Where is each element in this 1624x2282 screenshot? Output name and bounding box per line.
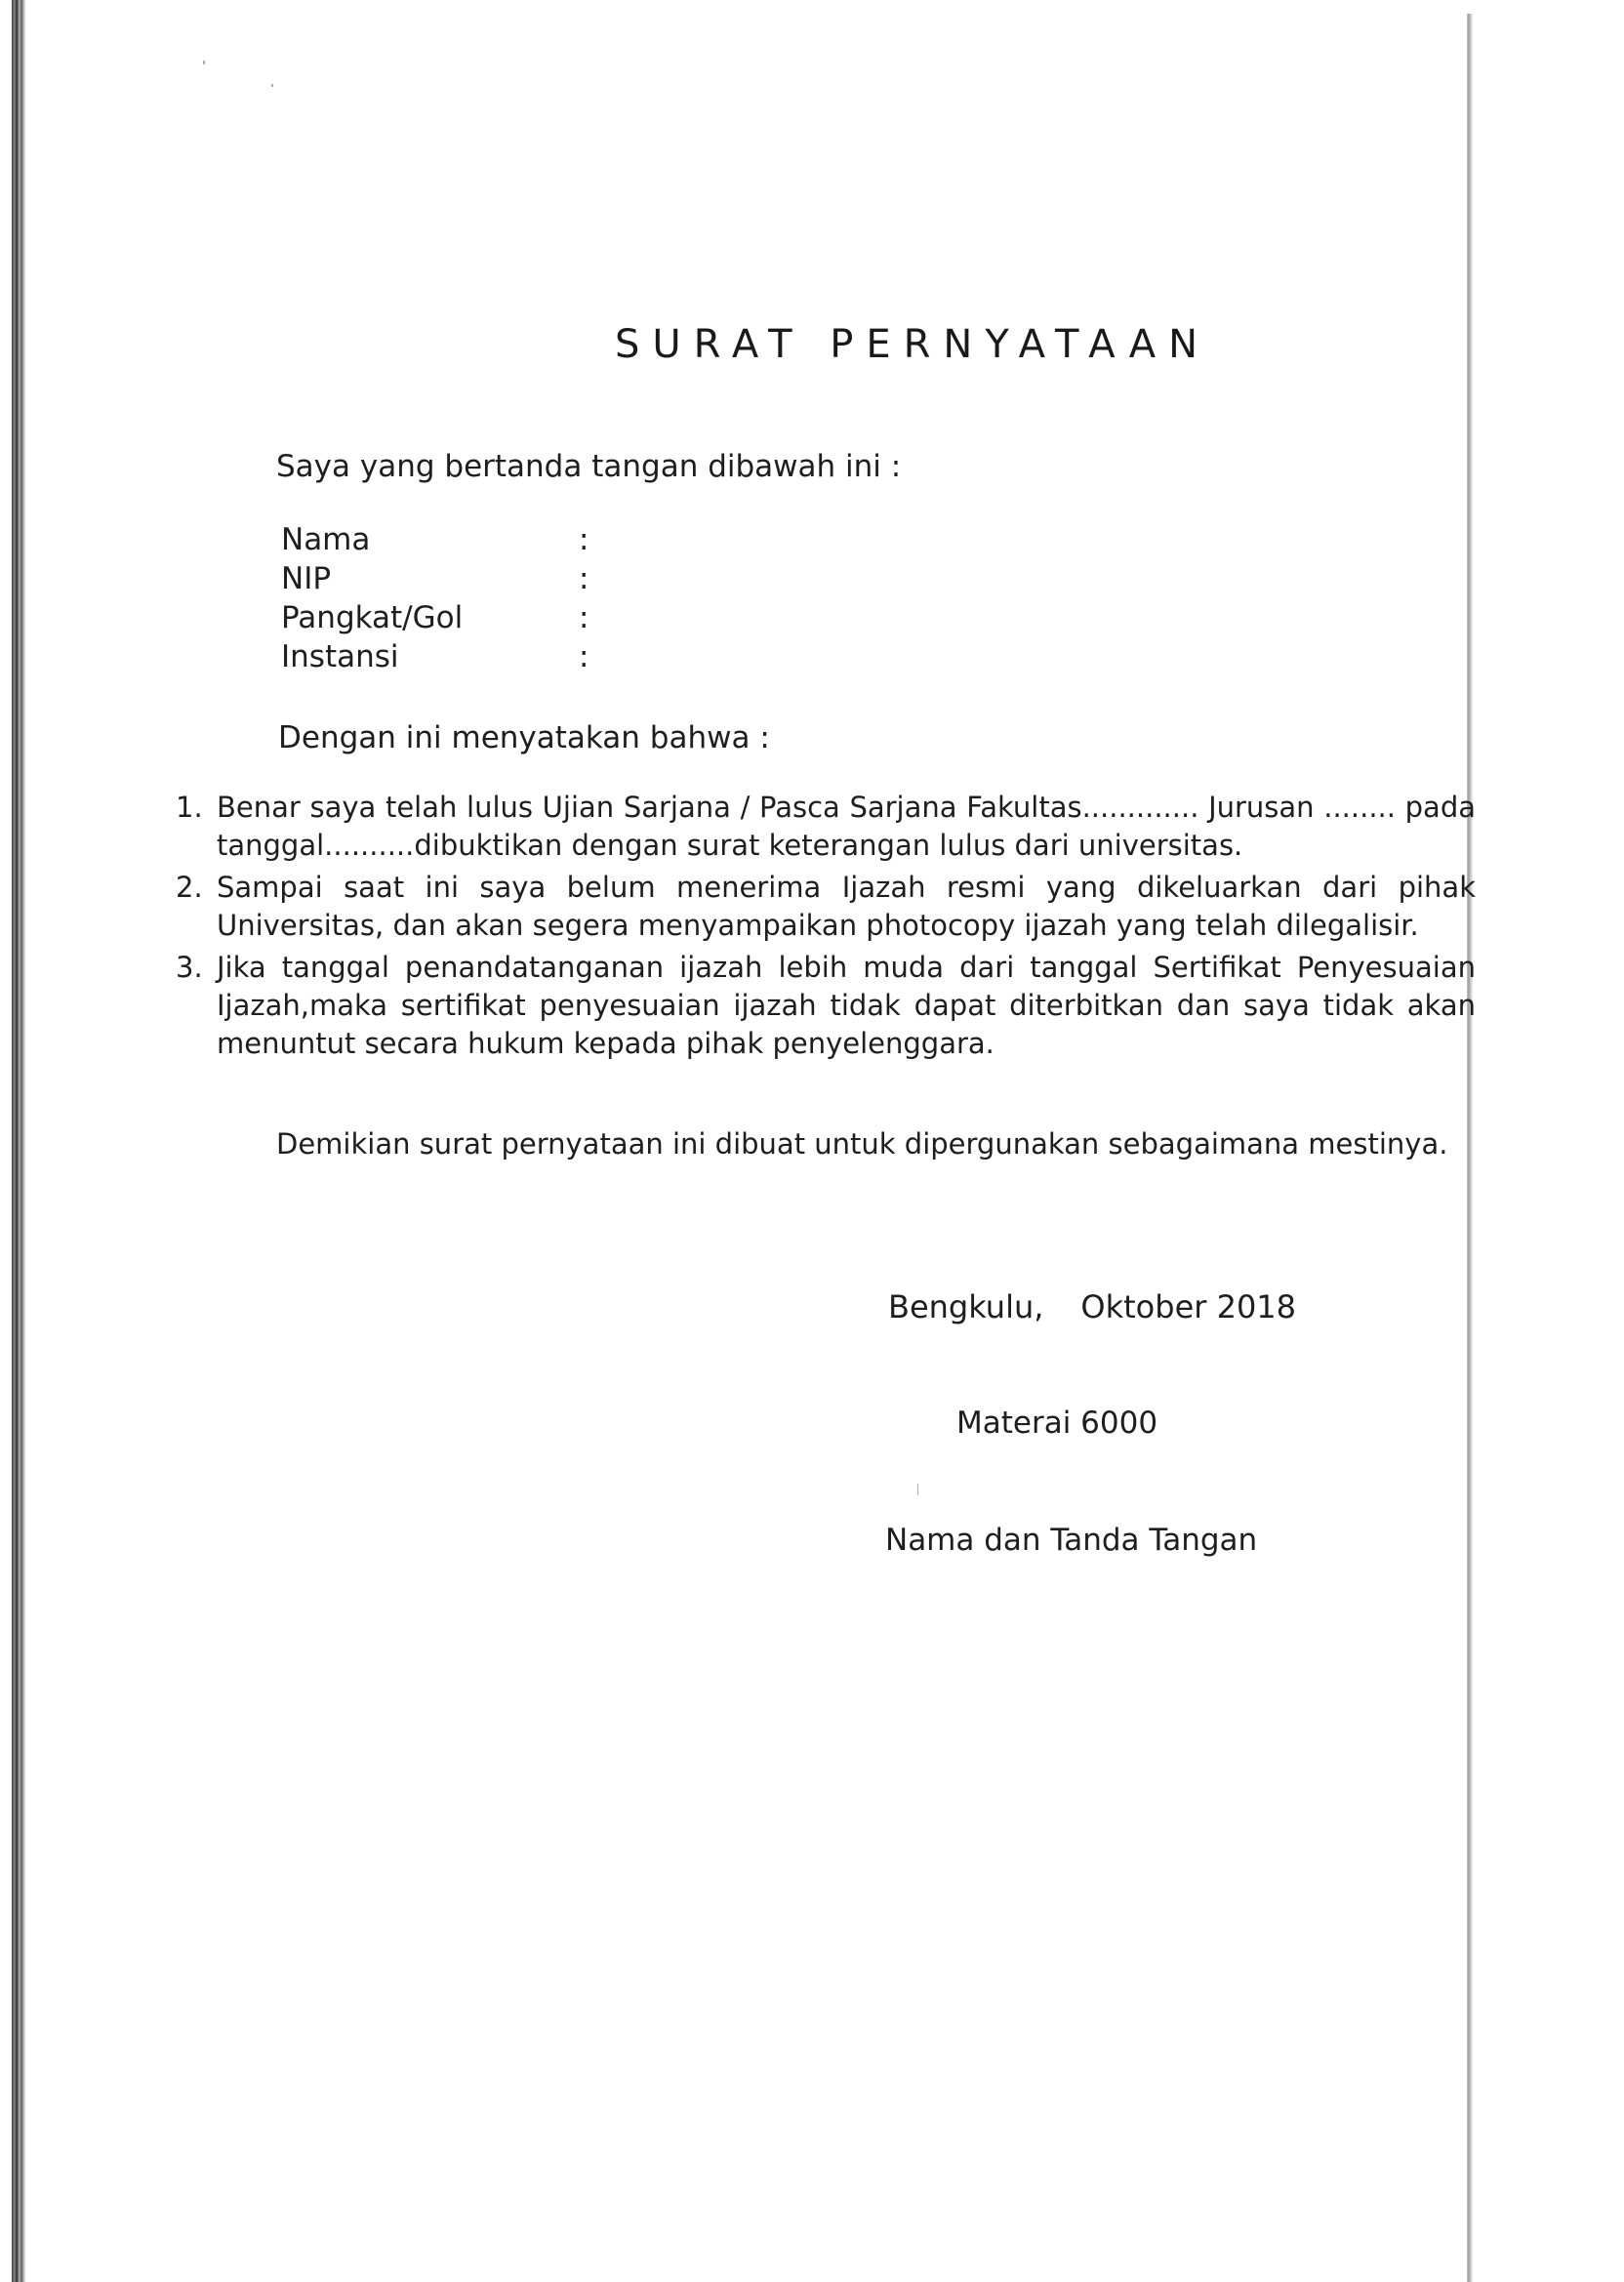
identity-fields — [281, 520, 598, 676]
statement-item — [176, 869, 1493, 945]
field-label: NIP — [281, 561, 332, 596]
item-number: 2. — [176, 871, 203, 904]
item-text: Benar saya telah lulus Ujian Sarjana / Pasca Sarjana Fakultas............. Jurusan ........ pada tanggal..........dibuktikan dengan surat keterangan lulus dari universitas. — [217, 791, 1476, 862]
scan-speck — [271, 84, 273, 87]
item-number: 1. — [176, 791, 203, 824]
statement-item — [176, 789, 1493, 865]
field-row-name — [281, 520, 598, 559]
statement-lead: Dengan ini menyatakan bahwa : — [278, 720, 770, 755]
scan-speck — [203, 61, 205, 64]
statement-item — [176, 949, 1493, 1063]
scan-edge-left — [12, 0, 25, 2282]
item-number: 3. — [176, 951, 203, 984]
stamp-note: Materai 6000 — [956, 1406, 1158, 1441]
field-colon: : — [579, 600, 589, 635]
field-colon: : — [579, 522, 589, 557]
closing-text: Demikian surat pernyataan ini dibuat untuk dipergunakan sebagaimana mestinya. — [276, 1127, 1448, 1161]
place-date — [888, 1288, 1296, 1325]
signature-note: Nama dan Tanda Tangan — [885, 1523, 1258, 1558]
field-colon: : — [579, 561, 589, 596]
field-row-nip — [281, 559, 598, 598]
field-label: Instansi — [281, 639, 399, 674]
statement-list — [176, 789, 1493, 1067]
item-text: Sampai saat ini saya belum menerima Ijazah resmi yang dikeluarkan dari pihak Universitas, dan akan segera menyampaikan photocopy ijazah yang telah dilegalisir. — [217, 871, 1476, 942]
place: Bengkulu, — [888, 1288, 1044, 1325]
intro-text: Saya yang bertanda tangan dibawah ini : — [276, 449, 902, 484]
field-colon: : — [579, 639, 589, 674]
field-label: Pangkat/Gol — [281, 600, 464, 635]
scan-edge-right — [1467, 14, 1473, 2282]
item-text: Jika tanggal penandatanganan ijazah lebih muda dari tanggal Sertifikat Penyesuaian Ijazah,maka sertifikat penyesuaian ijazah tidak dapat diterbitkan dan saya tidak akan menuntut secara hukum kepada pihak penyelenggara. — [217, 951, 1476, 1060]
field-row-institution — [281, 637, 598, 676]
field-row-rank — [281, 598, 598, 637]
document-title: SURAT PERNYATAAN — [615, 322, 1211, 367]
scan-speck — [917, 1484, 918, 1495]
field-label: Nama — [281, 522, 371, 557]
date: Oktober 2018 — [1080, 1288, 1297, 1325]
